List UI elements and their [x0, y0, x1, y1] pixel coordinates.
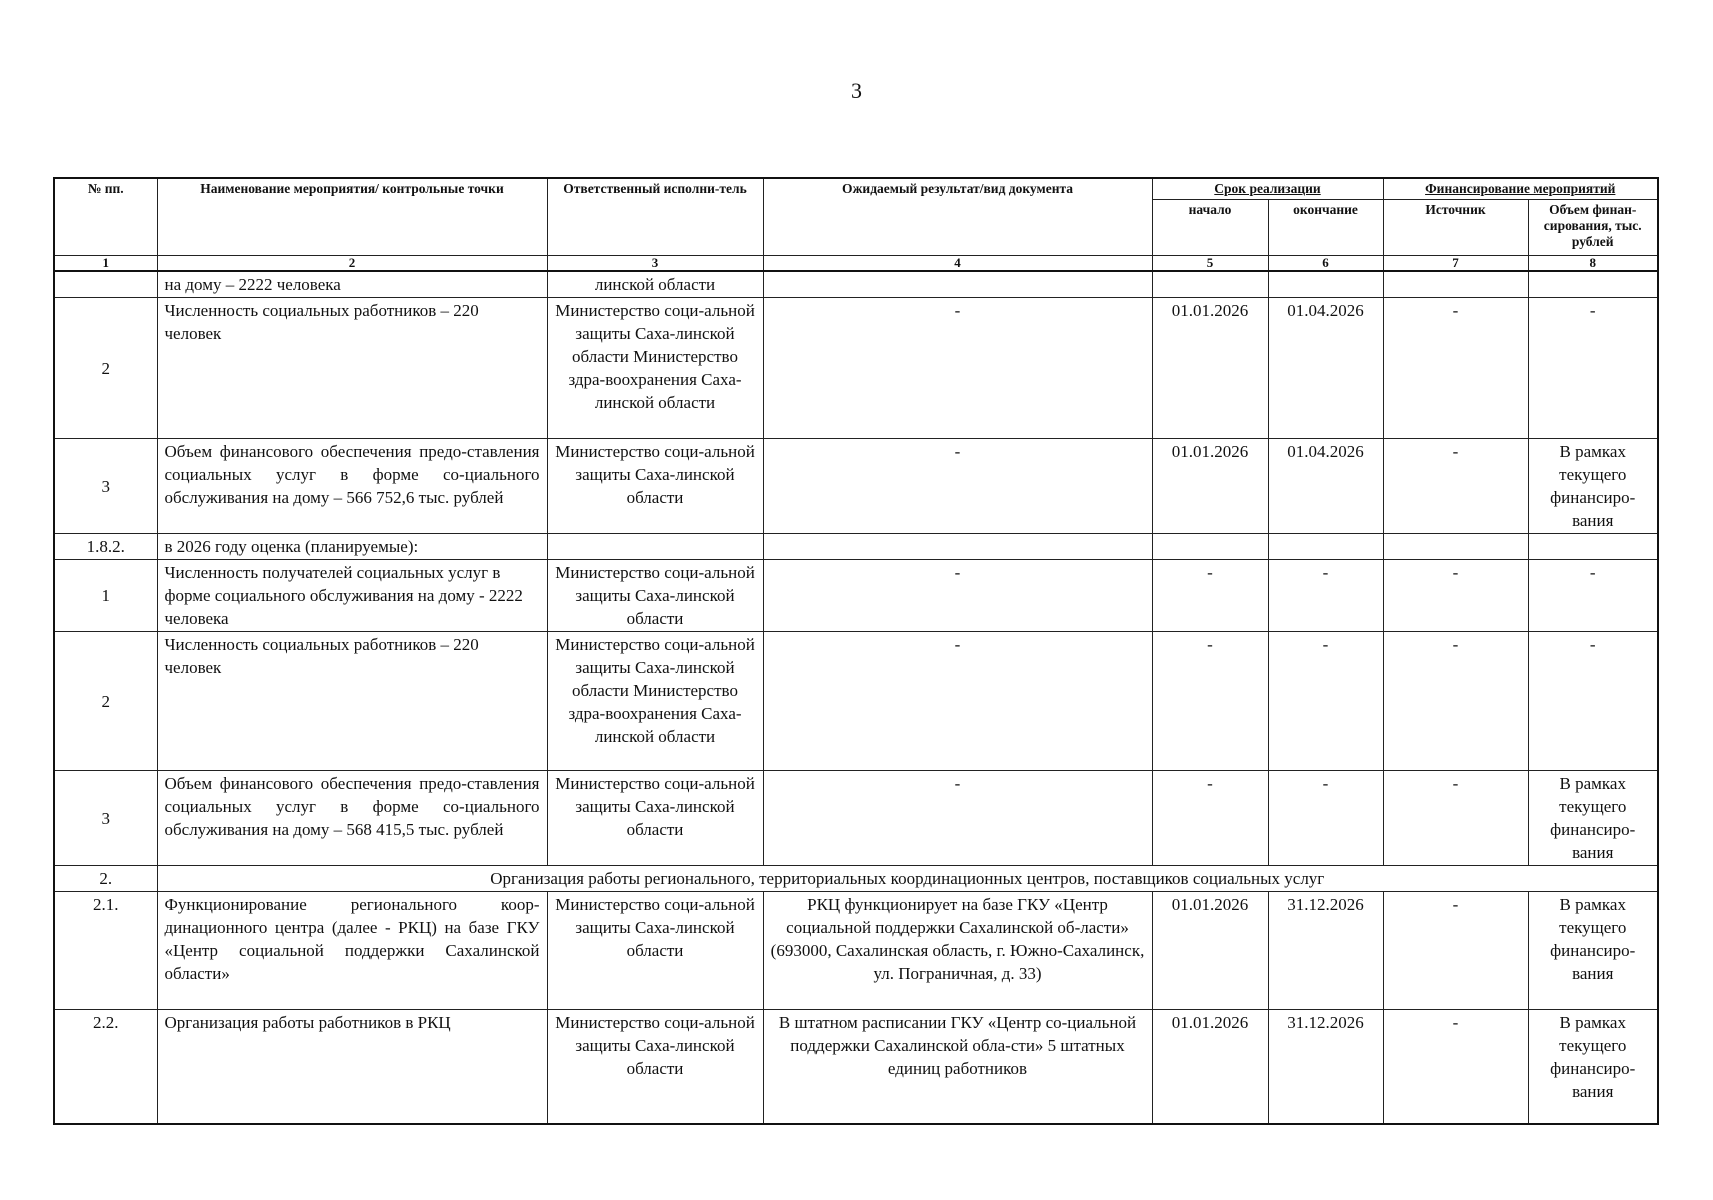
row-start: - [1152, 632, 1268, 771]
row-result: - [763, 632, 1152, 771]
row-num: 1 [54, 560, 157, 632]
row-responsible: Министерство соци-альной защиты Саха-линской области [547, 771, 763, 866]
row-num: 2 [54, 632, 157, 771]
row-name: Функционирование регионального коор-динационного центра (далее - РКЦ) на базе ГКУ «Центр социальной поддержки Сахалинской области» [157, 892, 547, 1010]
row-result: РКЦ функционирует на базе ГКУ «Центр социальной поддержки Сахалинской об-ласти» (693000, Сахалинская область, г. Южно-Сахалинск, ул. Пограничная, д. 33) [763, 892, 1152, 1010]
row-num [54, 271, 157, 298]
row-source: - [1383, 560, 1528, 632]
row-end: - [1268, 560, 1383, 632]
activities-table [53, 177, 1659, 1125]
row-source: - [1383, 439, 1528, 534]
column-number: 5 [1152, 256, 1268, 272]
row-start: 01.01.2026 [1152, 1010, 1268, 1124]
row-num: 3 [54, 439, 157, 534]
row-source: - [1383, 298, 1528, 439]
page-number: 3 [851, 78, 862, 103]
table-row [54, 271, 1658, 298]
row-result [763, 271, 1152, 298]
table-row [54, 1010, 1658, 1124]
row-end: 01.04.2026 [1268, 298, 1383, 439]
row-responsible: Министерство соци-альной защиты Саха-линской области [547, 892, 763, 1010]
header-volume: Объем финан-сирования, тыс. рублей [1528, 200, 1658, 256]
column-number: 6 [1268, 256, 1383, 272]
table-row [54, 560, 1658, 632]
column-number: 4 [763, 256, 1152, 272]
row-num: 2.2. [54, 1010, 157, 1124]
row-result: - [763, 771, 1152, 866]
row-start: - [1152, 560, 1268, 632]
row-volume: - [1528, 632, 1658, 771]
header-name: Наименование мероприятия/ контрольные точки [157, 178, 547, 256]
row-name: Численность получателей социальных услуг в форме социального обслуживания на дому - 2222 человека [157, 560, 547, 632]
row-start: 01.01.2026 [1152, 298, 1268, 439]
row-responsible: Министерство соци-альной защиты Саха-линской области [547, 1010, 763, 1124]
row-responsible: Министерство соци-альной защиты Саха-линской области [547, 439, 763, 534]
row-source [1383, 271, 1528, 298]
table-row [54, 439, 1658, 534]
row-end: - [1268, 771, 1383, 866]
column-number: 1 [54, 256, 157, 272]
row-name: на дому – 2222 человека [157, 271, 547, 298]
row-end [1268, 271, 1383, 298]
row-name: Численность социальных работников – 220 человек [157, 632, 547, 771]
row-result: - [763, 298, 1152, 439]
row-end: 31.12.2026 [1268, 1010, 1383, 1124]
row-source: - [1383, 1010, 1528, 1124]
table-row [54, 892, 1658, 1010]
row-responsible: Министерство соци-альной защиты Саха-линской области [547, 560, 763, 632]
header-start: начало [1152, 200, 1268, 256]
row-num: 2 [54, 298, 157, 439]
row-result [763, 534, 1152, 560]
row-start: 01.01.2026 [1152, 439, 1268, 534]
row-name: Объем финансового обеспечения предо-ставления социальных услуг в форме со-циального обслуживания на дому – 566 752,6 тыс. рублей [157, 439, 547, 534]
row-volume: В рамках текущего финансиро-вания [1528, 439, 1658, 534]
column-number: 3 [547, 256, 763, 272]
row-end: - [1268, 632, 1383, 771]
table-row [54, 632, 1658, 771]
row-start [1152, 271, 1268, 298]
row-name: в 2026 году оценка (планируемые): [157, 534, 547, 560]
row-num: 3 [54, 771, 157, 866]
row-source [1383, 534, 1528, 560]
row-start: - [1152, 771, 1268, 866]
row-volume [1528, 534, 1658, 560]
row-source: - [1383, 892, 1528, 1010]
row-responsible [547, 534, 763, 560]
header-end: окончание [1268, 200, 1383, 256]
row-name: Численность социальных работников – 220 человек [157, 298, 547, 439]
column-number: 7 [1383, 256, 1528, 272]
row-end: 01.04.2026 [1268, 439, 1383, 534]
column-number: 2 [157, 256, 547, 272]
row-volume [1528, 271, 1658, 298]
row-end [1268, 534, 1383, 560]
header-source: Источник [1383, 200, 1528, 256]
column-number: 8 [1528, 256, 1658, 272]
row-responsible: Министерство соци-альной защиты Саха-линской области Министерство здра-воохранения Саха-линской области [547, 298, 763, 439]
section-title: Организация работы регионального, территориальных координационных центров, поставщиков социальных услуг [157, 866, 1658, 892]
row-responsible: линской области [547, 271, 763, 298]
row-volume: В рамках текущего финансиро-вания [1528, 892, 1658, 1010]
row-start: 01.01.2026 [1152, 892, 1268, 1010]
header-responsible: Ответственный исполни-тель [547, 178, 763, 256]
section-num: 2. [54, 866, 157, 892]
row-result: В штатном расписании ГКУ «Центр со-циальной поддержки Сахалинской обла-сти» 5 штатных единиц работников [763, 1010, 1152, 1124]
row-result: - [763, 560, 1152, 632]
row-volume: - [1528, 560, 1658, 632]
header-financing-group: Финансирование мероприятий [1383, 178, 1658, 200]
section-row [54, 866, 1658, 892]
row-end: 31.12.2026 [1268, 892, 1383, 1010]
column-numbers-row [54, 256, 1658, 272]
row-responsible: Министерство соци-альной защиты Саха-линской области Министерство здра-воохранения Саха-линской области [547, 632, 763, 771]
header-num: № пп. [54, 178, 157, 256]
row-name: Организация работы работников в РКЦ [157, 1010, 547, 1124]
header-result: Ожидаемый результат/вид документа [763, 178, 1152, 256]
row-name: Объем финансового обеспечения предо-ставления социальных услуг в форме со-циального обслуживания на дому – 568 415,5 тыс. рублей [157, 771, 547, 866]
table-row [54, 534, 1658, 560]
row-num: 1.8.2. [54, 534, 157, 560]
row-start [1152, 534, 1268, 560]
row-volume: В рамках текущего финансиро-вания [1528, 1010, 1658, 1124]
row-volume: В рамках текущего финансиро-вания [1528, 771, 1658, 866]
table-row [54, 771, 1658, 866]
header-term-group: Срок реализации [1152, 178, 1383, 200]
table-row [54, 298, 1658, 439]
row-result: - [763, 439, 1152, 534]
row-num: 2.1. [54, 892, 157, 1010]
row-source: - [1383, 632, 1528, 771]
row-volume: - [1528, 298, 1658, 439]
row-source: - [1383, 771, 1528, 866]
